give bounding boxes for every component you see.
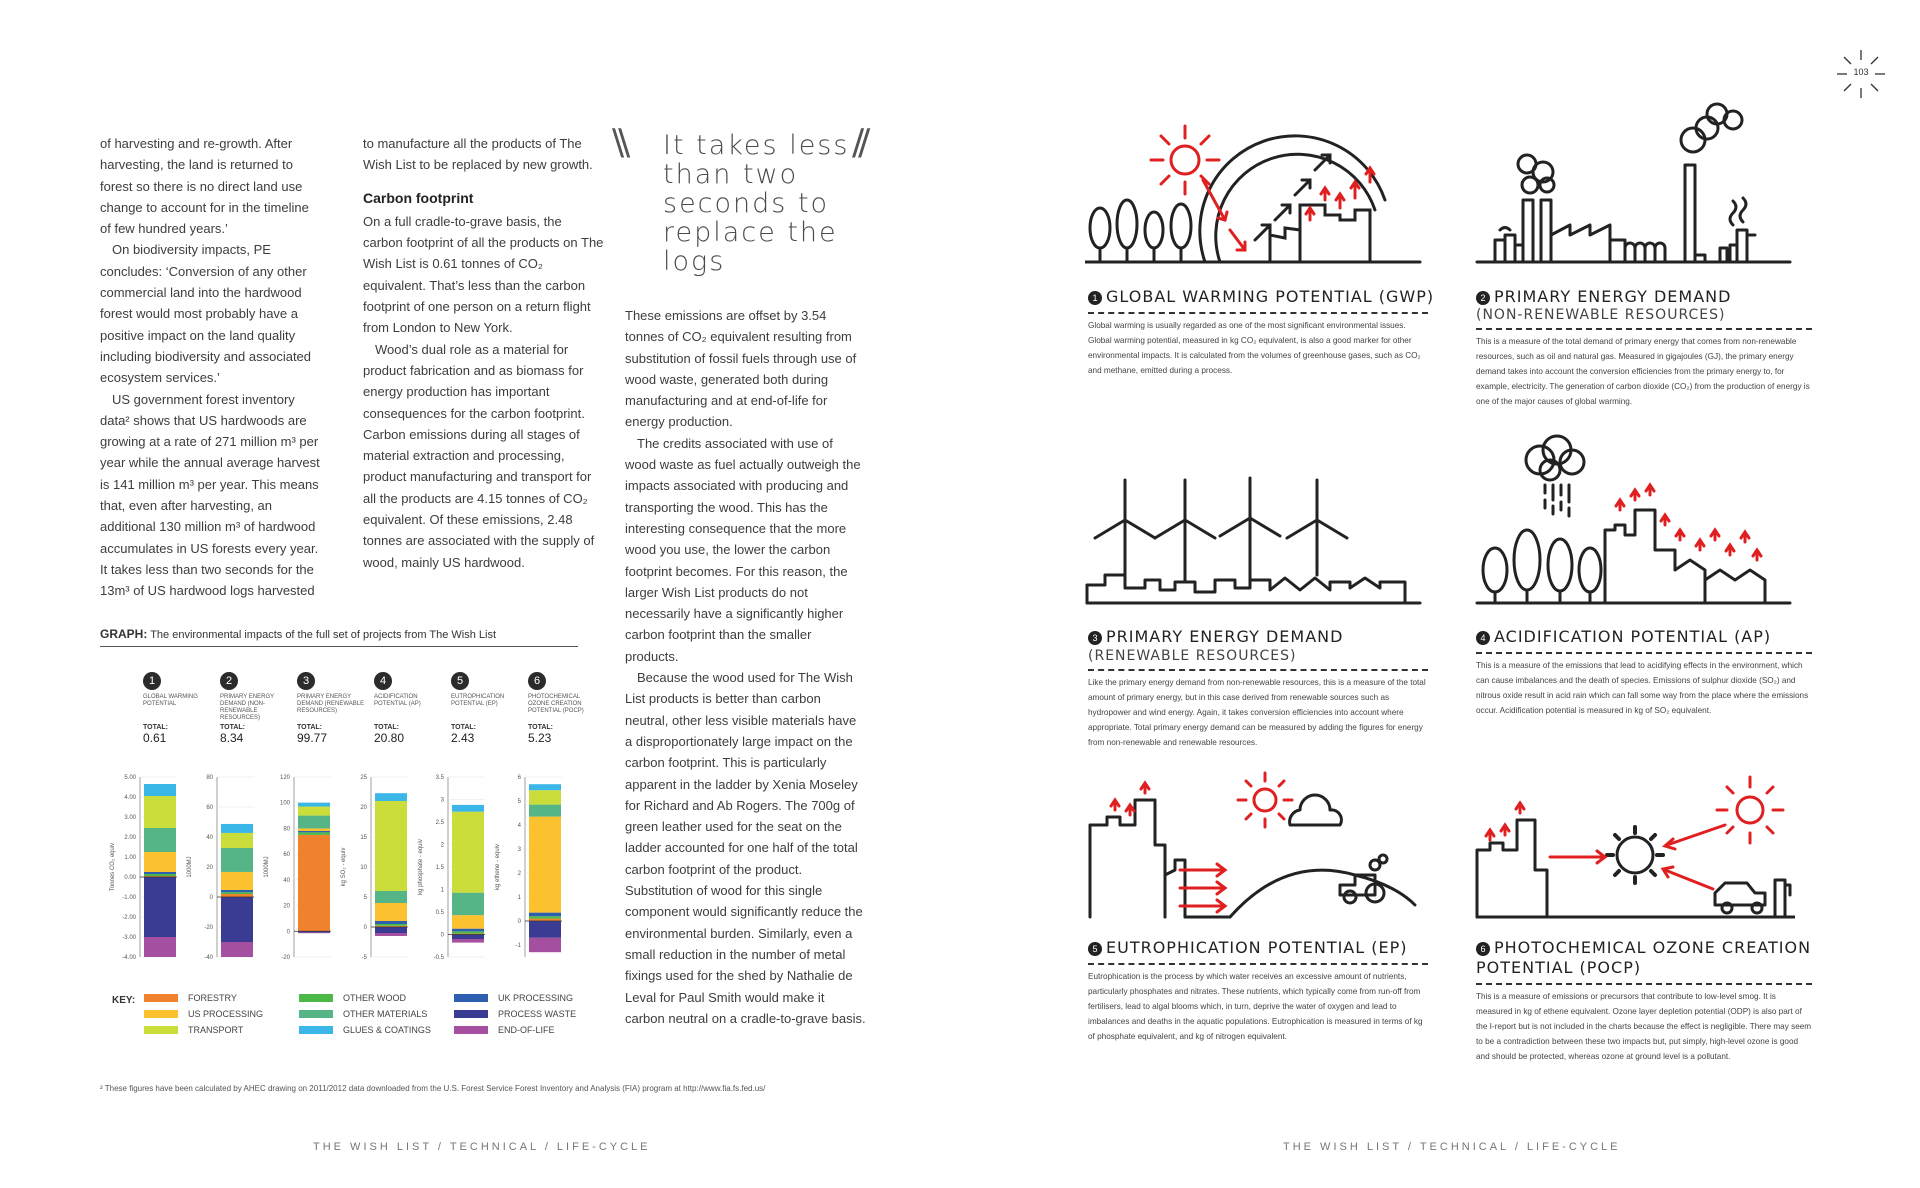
chart-tick-label: -20: [204, 925, 213, 931]
key-label-text: US PROCESSING: [188, 1009, 264, 1019]
chart-bar-segment: [144, 872, 176, 874]
chart-total-value: 2.43: [451, 731, 475, 745]
chart-total-label: TOTAL:: [528, 724, 554, 731]
impact-5-number: 5: [1088, 942, 1102, 956]
quote-close-icon: //: [852, 122, 865, 163]
key-label-text: END-OF-LIFE: [498, 1025, 555, 1035]
impact-4-divider: [1476, 652, 1812, 654]
col1-para: On biodiversity impacts, PE concludes: ‘Conversion of any other commercial land into the hardwood forest would most probably have a positive impact on the land quality including biodiversity and associated ecosystem services.’: [100, 242, 312, 386]
chart-bar-segment: [298, 828, 330, 831]
chart-tick-label: 3.00: [124, 815, 136, 821]
key-label-text: UK PROCESSING: [498, 993, 574, 1003]
chart-bar-segment: [452, 893, 484, 916]
chart-category-label: PHOTOCHEMICAL OZONE CREATION POTENTIAL (POCP): [528, 694, 584, 714]
chart-bar-segment: [221, 833, 253, 848]
key-swatch: [144, 994, 178, 1002]
chart-tick-label: -4.00: [122, 955, 136, 961]
chart-bar-segment: [144, 828, 176, 852]
col3-para: These emissions are offset by 3.54 tonnes of CO₂ equivalent resulting from substitution of fossil fuels through use of wood waste, generated both during manufacturing and at end-of-life for energy production.: [625, 308, 857, 430]
page-number: 103: [1853, 67, 1869, 77]
key-item: [299, 1025, 431, 1035]
impact-5-title: 5 EUTROPHICATION POTENTIAL (EP): [1088, 938, 1408, 957]
chart-bar-segment: [529, 916, 561, 918]
chart-tick-label: 1.00: [124, 855, 136, 861]
chart-bar-segment: [298, 803, 330, 807]
key-label-text: OTHER WOOD: [343, 993, 406, 1003]
col3-para: Because the wood used for The Wish List products is better than carbon neutral, other less visible materials have a disproportionately large impact on the carbon footprint. This is particularly apparent in the ladder by Xenia Moseley for Richard and Ab Rogers. The 700g of green leather used for the seat on the ladder accounted for one half of the total carbon footprint of the product. Substitution of wood for this single component would significantly reduce the environmental burden. Similarly, even a small reduction in the number of metal fixings used for the shed by Nathalie de Leval for Paul Smith would make it carbon neutral on a cradle-to-grave basis.: [625, 670, 866, 1026]
chart-key: [112, 993, 602, 1043]
chart-tick-label: 0: [286, 929, 290, 936]
chart-bar-segment: [221, 890, 253, 892]
chart-tick-label: 60: [206, 805, 213, 811]
chart-tick-label: 1: [517, 895, 521, 901]
chart-tick-label: 80: [283, 826, 290, 833]
chart-tick-label: 10: [360, 865, 367, 871]
footnote: ² These figures have been calculated by AHEC drawing on 2011/2012 data downloaded from the U.S. Forest Service Forest Inventory and Analysis (FIA) program at http://www.fia.fs.fed.us/: [100, 1084, 766, 1093]
pull-quote: It takes less than two seconds to replace the logs: [663, 130, 850, 277]
chart-category-label: GLOBAL WARMING POTENTIAL: [143, 694, 198, 707]
chart-tick-label: 0.5: [435, 910, 444, 916]
footer-left: THE WISH LIST / TECHNICAL / LIFE-CYCLE: [313, 1141, 651, 1153]
chart-y-axis-label: kg SO₂ - equiv: [341, 847, 347, 887]
chart-plot-6: [485, 772, 562, 972]
chart-category-label: ACIDIFICATION POTENTIAL (AP): [374, 694, 421, 707]
chart-tick-label: 5.00: [124, 775, 136, 781]
chart-tick-label: 20: [283, 903, 290, 910]
chart-area: [100, 672, 600, 972]
chart-bar-segment: [452, 915, 484, 929]
key-item: [299, 1009, 427, 1019]
chart-tick-label: 120: [279, 775, 290, 781]
chart-tick-label: 2.00: [124, 835, 136, 841]
chart-category-header: [374, 672, 444, 745]
quote-open-icon: \\: [612, 122, 625, 163]
key-swatch: [144, 1010, 178, 1018]
impact-3-number: 3: [1088, 631, 1102, 645]
wind-turbine-icon: [1085, 470, 1425, 610]
chart-tick-label: 1: [440, 887, 444, 894]
chart-tick-label: 1.5: [435, 865, 444, 871]
chart-bar-segment: [452, 931, 484, 933]
chart-bar-segment: [529, 913, 561, 917]
chart-bar-segment: [375, 903, 407, 921]
impact-6-number: 6: [1476, 942, 1490, 956]
key-swatch: [454, 1010, 488, 1018]
chart-bar-segment: [375, 801, 407, 891]
chart-bar-segment: [375, 924, 407, 926]
chart-total-label: TOTAL:: [451, 724, 477, 731]
chart-tick-label: 2: [440, 842, 444, 849]
chart-tick-label: 15: [360, 835, 367, 841]
column-1: [100, 133, 322, 602]
key-label-text: OTHER MATERIALS: [343, 1009, 428, 1019]
impact-3-body: Like the primary energy demand from non-renewable resources, this is a measure of the total amount of primary energy, but in this case derived from renewable sources such as hydropower and wind energy. Again, it takes conversion efficiencies into account where appropriate. Total primary energy demand can be measured by adding the figures for energy from non-renewable and renewable resources.: [1088, 678, 1426, 747]
key-swatch: [454, 1026, 488, 1034]
col1-para: US government forest inventory data² shows that US hardwoods are growing at a rate of 271 million m³ per year while the annual average harvest is 141 million m³ per year. This means that, even after harvesting, an additional 130 million m³ of hardwood accumulates in US forests every year. It takes less than two seconds for the 13m³ of US hardwood logs harvested: [100, 391, 320, 599]
chart-tick-label: 60: [283, 852, 290, 859]
chart-plot-2: [177, 772, 254, 972]
chart-category-label: PRIMARY ENERGY DEMAND (RENEWABLE RESOURCES): [297, 694, 365, 714]
chart-tick-label: 0.00: [124, 875, 136, 881]
chart-tick-label: 40: [283, 877, 290, 884]
key-label-text: FORESTRY: [188, 993, 237, 1003]
chart-bar-segment: [144, 937, 176, 957]
chart-tick-label: 3: [517, 847, 521, 853]
chart-bar-segment: [375, 793, 407, 801]
chart-bar-segment: [221, 824, 253, 833]
chart-bar-segment: [221, 942, 253, 957]
chart-bar-segment: [529, 790, 561, 804]
key-swatch: [299, 1026, 333, 1034]
key-item: [454, 1025, 555, 1035]
chart-category-number: 2: [220, 672, 238, 690]
chart-total-value: 99.77: [297, 731, 328, 745]
chart-y-axis-label: kg ethene - equiv: [495, 843, 501, 891]
chart-bar-segment: [529, 817, 561, 913]
chart-bar-segment: [375, 927, 407, 933]
chart-bar-segment: [298, 933, 330, 934]
col2-intro: to manufacture all the products of The Wish List to be replaced by new growth.: [363, 136, 593, 173]
chart-tick-label: -40: [204, 955, 213, 961]
key-swatch: [299, 994, 333, 1002]
chart-total-label: TOTAL:: [143, 724, 169, 731]
graph-label: GRAPH:: [100, 627, 148, 641]
chart-tick-label: 0: [209, 895, 213, 901]
chart-tick-label: 0: [363, 925, 367, 931]
impact-5-divider: [1088, 963, 1428, 965]
impact-2-number: 2: [1476, 291, 1490, 305]
chart-tick-label: -1: [515, 943, 521, 949]
impact-6-title: 6 PHOTOCHEMICAL OZONE CREATION: [1476, 938, 1811, 957]
smog-icon: [1475, 765, 1795, 925]
chart-category-number: 5: [451, 672, 469, 690]
chart-category-label: PRIMARY ENERGY DEMAND (NON-RENEWABLE RESOURCES): [220, 694, 275, 721]
chart-bar-segment: [298, 807, 330, 816]
chart-bar-segment: [529, 938, 561, 952]
global-warming-icon: [1085, 120, 1425, 270]
chart-bar-segment: [144, 852, 176, 872]
impact-1-title: 1 GLOBAL WARMING POTENTIAL (GWP): [1088, 287, 1434, 306]
chart-plot-1: [100, 772, 177, 972]
chart-plot-3: [254, 772, 331, 972]
chart-bar-segment: [529, 784, 561, 790]
chart-bar-segment: [452, 929, 484, 932]
chart-category-header: [451, 672, 521, 745]
chart-tick-label: 3.5: [435, 775, 444, 781]
key-item: [144, 1009, 263, 1019]
chart-bar-segment: [529, 921, 561, 938]
impact-2-body: This is a measure of the total demand of primary energy that comes from non-renewable resources, such as oil and natural gas. Measured in gigajoules (GJ), the primary energy demand takes into account the conversion efficiencies from the primary energy to, for example, electricity. The generation of carbon dioxide (CO₂) from the production of energy is one of the major causes of global warming.: [1476, 337, 1810, 406]
key-label: KEY:: [112, 995, 136, 1006]
chart-bar-segment: [529, 805, 561, 817]
chart-category-number: 1: [143, 672, 161, 690]
chart-category-number: 3: [297, 672, 315, 690]
chart-category-number: 4: [374, 672, 392, 690]
impact-3-divider: [1088, 669, 1428, 671]
chart-y-axis-label: Tonnes CO₂ equiv: [110, 842, 116, 892]
impact-4-body: This is a measure of the emissions that lead to acidifying effects in the environment, which can cause imbalances and the death of species. Emissions of sulphur dioxide (SO₂) and nitrous oxide result in acid rain which can fall some way from the place where the emissions occur. Acidification potential is measured in kg of SO₂ equivalent.: [1476, 661, 1809, 715]
chart-bar-segment: [298, 816, 330, 829]
chart-bar-segment: [221, 872, 253, 890]
graph-caption: The environmental impacts of the full set of projects from The Wish List: [150, 629, 497, 641]
chart-bar-segment: [221, 892, 253, 894]
chart-tick-label: -2.00: [122, 915, 136, 921]
chart-tick-label: -5: [361, 955, 367, 961]
key-label-text: PROCESS WASTE: [498, 1009, 577, 1019]
col3-para: The credits associated with use of wood waste as fuel actually outweigh the impacts associated with producing and transporting the wood. This has the interesting consequence that the more wood you use, the lower the carbon footprint becomes. For this reason, the larger Wish List products do not necessarily have a significantly higher carbon footprint than the smaller products.: [625, 435, 861, 664]
col2-para: On a full cradle-to-grave basis, the carbon footprint of all the products on The Wish List is 0.61 tonnes of CO₂ equivalent. That’s less than the carbon footprint of one person on a return flight from London to New York.: [363, 213, 604, 336]
chart-tick-label: 3: [440, 797, 444, 804]
chart-bar-segment: [144, 874, 176, 876]
chart-bar-segment: [221, 848, 253, 872]
chart-bar-segment: [375, 891, 407, 903]
chart-tick-label: 2: [517, 871, 521, 877]
chart-bar-segment: [298, 832, 330, 835]
chart-tick-label: 20: [360, 805, 367, 811]
impact-6-body: This is a measure of emissions or precursors that contribute to low-level smog. It is measured in kg of ethene equivalent. Ozone layer depletion potential (ODP) is also part of the I-report but is not included in the charts because the effect is negligible. There may seem to be a contradiction between these two impacts but, put simply, high-level ozone is good and should be protected, whereas ozone at ground level is a pollutant.: [1476, 992, 1812, 1061]
chart-bar-segment: [298, 835, 330, 931]
impact-6-divider: [1476, 983, 1812, 985]
chart-y-axis-label: kg phosphate - equiv: [418, 839, 424, 895]
chart-tick-label: -20: [281, 955, 290, 961]
chart-bar-segment: [375, 933, 407, 936]
chart-y-axis-label: 1000MJ: [187, 856, 193, 878]
impact-6-subtitle: POTENTIAL (POCP): [1476, 958, 1642, 977]
chart-tick-label: 25: [360, 775, 367, 781]
chart-total-label: TOTAL:: [374, 724, 400, 731]
chart-tick-label: 6: [517, 775, 521, 781]
chart-total-label: TOTAL:: [220, 724, 246, 731]
column-2: [363, 133, 605, 573]
chart-tick-label: 0: [440, 932, 444, 939]
key-label-text: GLUES & COATINGS: [343, 1025, 431, 1035]
impact-3-title: 3 PRIMARY ENERGY DEMAND: [1088, 627, 1343, 646]
chart-total-value: 20.80: [374, 731, 405, 745]
key-label-text: TRANSPORT: [188, 1025, 244, 1035]
carbon-footprint-heading: Carbon footprint: [363, 189, 474, 206]
chart-bar-segment: [144, 796, 176, 828]
impact-2-divider: [1476, 328, 1812, 330]
impact-5-body: Eutrophication is the process by which water receives an excessive amount of nutrients, particularly phosphates and nitrates. These nutrients, which typically come from run-off from fertilisers, lead to algal blooms which, in turn, deprive the water of oxygen and lead to imbalances and deaths in the aquatic populations. Eutrophication is measured in terms of kg of phosphate equivalent, and kg of nitrogen equivalent.: [1088, 972, 1423, 1041]
impact-2-subtitle: (NON-RENEWABLE RESOURCES): [1476, 307, 1726, 323]
key-swatch: [299, 1010, 333, 1018]
factory-smoke-icon: [1475, 100, 1795, 270]
page-number-badge: [1833, 46, 1889, 102]
chart-tick-label: 40: [206, 835, 213, 841]
eutrophication-icon: [1085, 765, 1425, 925]
chart-bar-segment: [221, 897, 253, 942]
col2-para: Wood’s dual role as a material for product fabrication and as biomass for energy production has important consequences for the carbon footprint. Carbon emissions during all stages of material extraction and processing, product manufacturing and transport for all the products are 4.15 tonnes of CO₂ equivalent. Of these emissions, 2.48 tonnes are associated with the supply of wood, mainly US hardwood.: [363, 341, 595, 570]
chart-tick-label: 5: [517, 799, 521, 805]
chart-total-value: 0.61: [143, 731, 167, 745]
chart-tick-label: 100: [279, 800, 290, 807]
chart-tick-label: -3.00: [122, 935, 136, 941]
key-swatch: [144, 1026, 178, 1034]
key-item: [454, 993, 573, 1003]
chart-tick-label: 0: [517, 919, 521, 925]
chart-bar-segment: [221, 894, 253, 897]
impact-4-title: 4 ACIDIFICATION POTENTIAL (AP): [1476, 627, 1771, 646]
chart-bar-segment: [375, 921, 407, 924]
graph-title: [100, 627, 578, 647]
chart-category-label: EUTROPHICATION POTENTIAL (EP): [451, 694, 505, 707]
key-item: [299, 993, 406, 1003]
chart-bar-segment: [298, 831, 330, 832]
chart-category-number: 6: [528, 672, 546, 690]
impact-3-subtitle: (RENEWABLE RESOURCES): [1088, 648, 1297, 664]
chart-total-value: 8.34: [220, 731, 244, 745]
chart-bar-segment: [452, 812, 484, 893]
chart-category-header: [143, 672, 213, 745]
impact-1-body: Global warming is usually regarded as one of the most significant environmental issues. Global warming potential, measured in kg CO₂ equivalent, is also a good marker for other environmental impacts. It is calculated from the volumes of greenhouse gases, such as CO₂ and methane, emitted during a process.: [1088, 321, 1421, 375]
key-item: [144, 1025, 243, 1035]
column-3: [625, 305, 867, 1029]
key-swatch: [454, 994, 488, 1002]
chart-tick-label: 80: [206, 775, 213, 781]
chart-tick-label: 20: [206, 865, 213, 871]
col1-para: of harvesting and re-growth. After harvesting, the land is returned to forest so there is no direct land use change to account for in the timeline of few hundred years.’: [100, 136, 309, 237]
chart-tick-label: 5: [363, 895, 367, 901]
chart-bar-segment: [144, 877, 176, 937]
chart-tick-label: -1.00: [122, 895, 136, 901]
chart-tick-label: 4: [517, 823, 521, 829]
impact-2-title: 2 PRIMARY ENERGY DEMAND: [1476, 287, 1731, 306]
chart-tick-label: 2.5: [435, 820, 444, 826]
chart-tick-label: 4.00: [124, 795, 136, 801]
chart-total-label: TOTAL:: [297, 724, 323, 731]
chart-bar-segment: [452, 805, 484, 812]
chart-total-value: 5.23: [528, 731, 552, 745]
chart-category-header: [297, 672, 367, 745]
acid-rain-icon: [1475, 430, 1795, 610]
chart-plot-5: [408, 772, 485, 972]
chart-tick-label: -0.5: [433, 955, 444, 961]
chart-category-header: [220, 672, 290, 745]
footer-right: THE WISH LIST / TECHNICAL / LIFE-CYCLE: [1283, 1141, 1621, 1153]
key-item: [144, 993, 237, 1003]
impact-4-number: 4: [1476, 631, 1490, 645]
chart-bar-segment: [452, 935, 484, 940]
key-item: [454, 1009, 576, 1019]
chart-bar-segment: [452, 939, 484, 943]
chart-y-axis-label: 1000MJ: [264, 856, 270, 878]
chart-bar-segment: [144, 784, 176, 796]
chart-category-header: [528, 672, 598, 745]
chart-plot-4: [331, 772, 408, 972]
impact-1-number: 1: [1088, 291, 1102, 305]
impact-1-divider: [1088, 312, 1428, 314]
